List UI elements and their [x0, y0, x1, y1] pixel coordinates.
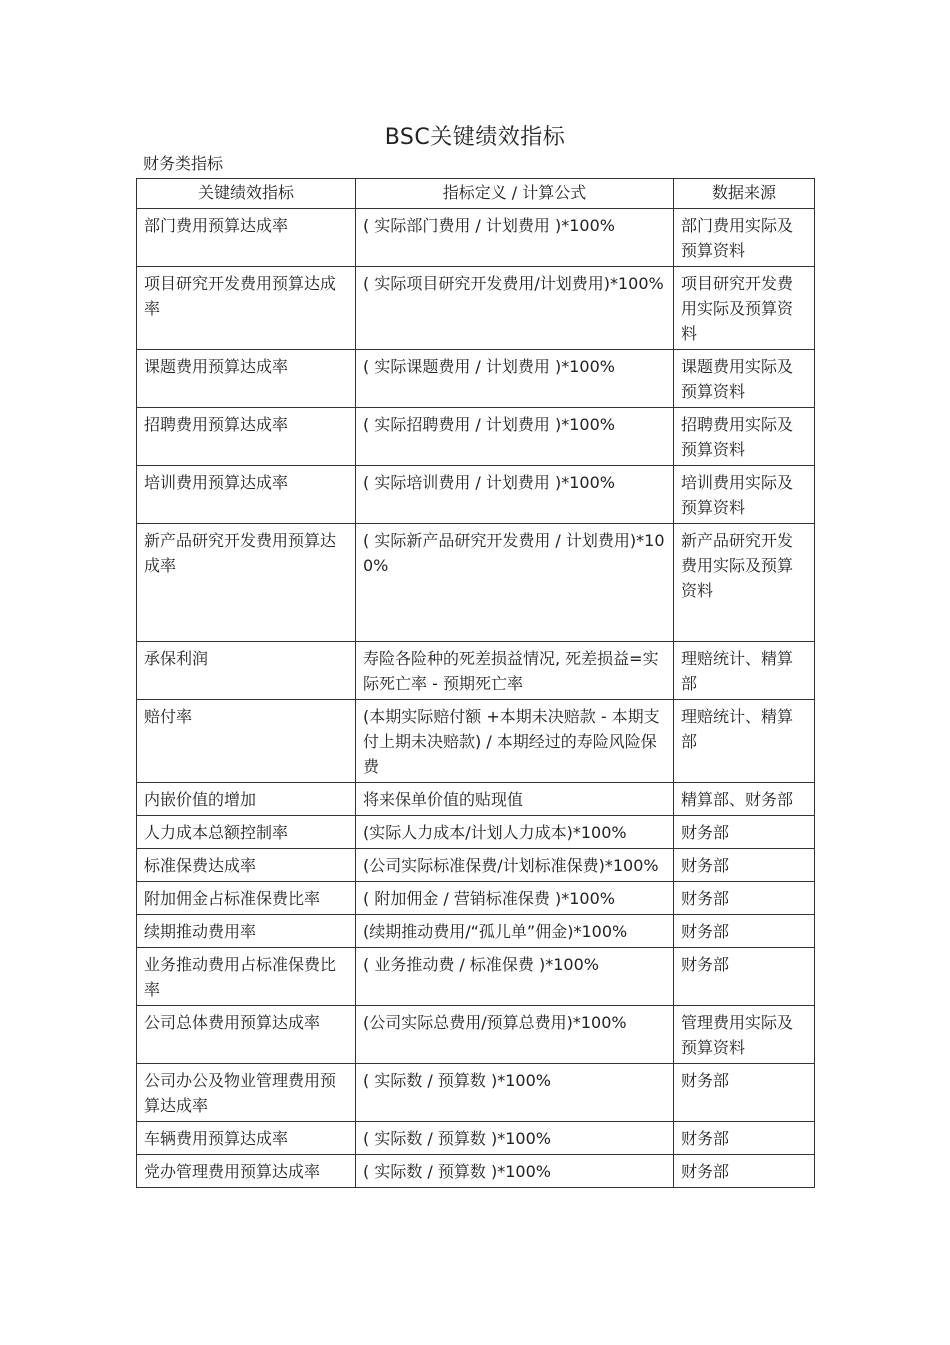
header-source: 数据来源 [674, 179, 815, 209]
formula-cell: (公司实际标准保费/计划标准保费)*100% [356, 849, 674, 882]
indicator-cell: 课题费用预算达成率 [137, 350, 356, 408]
table-row [137, 849, 815, 882]
source-cell: 管理费用实际及预算资料 [674, 1006, 815, 1064]
table-row [137, 350, 815, 408]
formula-cell: 将来保单价值的贴现值 [356, 783, 674, 816]
table-row [137, 524, 815, 642]
table-row [137, 1122, 815, 1155]
indicator-cell: 业务推动费用占标准保费比率 [137, 948, 356, 1006]
source-cell: 财务部 [674, 915, 815, 948]
indicator-cell: 招聘费用预算达成率 [137, 408, 356, 466]
formula-cell: 寿险各险种的死差损益情况, 死差损益=实际死亡率 - 预期死亡率 [356, 642, 674, 700]
table-row [137, 1064, 815, 1122]
indicator-cell: 续期推动费用率 [137, 915, 356, 948]
kpi-table [136, 178, 815, 1188]
table-row [137, 1006, 815, 1064]
formula-cell: ( 附加佣金 / 营销标准保费 )*100% [356, 882, 674, 915]
table-row [137, 700, 815, 783]
table-row [137, 209, 815, 267]
indicator-cell: 人力成本总额控制率 [137, 816, 356, 849]
table-row [137, 408, 815, 466]
formula-cell: ( 实际课题费用 / 计划费用 )*100% [356, 350, 674, 408]
table-row [137, 882, 815, 915]
source-cell: 培训费用实际及预算资料 [674, 466, 815, 524]
table-row [137, 816, 815, 849]
formula-cell: ( 实际项目研究开发费用/计划费用)*100% [356, 267, 674, 350]
indicator-cell: 培训费用预算达成率 [137, 466, 356, 524]
formula-cell: (公司实际总费用/预算总费用)*100% [356, 1006, 674, 1064]
source-cell: 项目研究开发费用实际及预算资料 [674, 267, 815, 350]
formula-cell: ( 实际新产品研究开发费用 / 计划费用)*100% [356, 524, 674, 642]
formula-cell: ( 实际数 / 预算数 )*100% [356, 1155, 674, 1188]
source-cell: 新产品研究开发费用实际及预算资料 [674, 524, 815, 642]
indicator-cell: 承保利润 [137, 642, 356, 700]
indicator-cell: 标准保费达成率 [137, 849, 356, 882]
indicator-cell: 公司总体费用预算达成率 [137, 1006, 356, 1064]
source-cell: 财务部 [674, 882, 815, 915]
indicator-cell: 内嵌价值的增加 [137, 783, 356, 816]
indicator-cell: 项目研究开发费用预算达成率 [137, 267, 356, 350]
indicator-cell: 赔付率 [137, 700, 356, 783]
table-row [137, 783, 815, 816]
table-row [137, 1155, 815, 1188]
indicator-cell: 车辆费用预算达成率 [137, 1122, 356, 1155]
formula-cell: (续期推动费用/“孤儿单”佣金)*100% [356, 915, 674, 948]
source-cell: 财务部 [674, 816, 815, 849]
formula-cell: (本期实际赔付额 +本期未决赔款 - 本期支付上期未决赔款) / 本期经过的寿险风险保费 [356, 700, 674, 783]
table-row [137, 948, 815, 1006]
table-row [137, 267, 815, 350]
source-cell: 理赔统计、精算部 [674, 700, 815, 783]
formula-cell: ( 实际数 / 预算数 )*100% [356, 1064, 674, 1122]
formula-cell: ( 业务推动费 / 标准保费 )*100% [356, 948, 674, 1006]
indicator-cell: 公司办公及物业管理费用预算达成率 [137, 1064, 356, 1122]
indicator-cell: 党办管理费用预算达成率 [137, 1155, 356, 1188]
table-row [137, 642, 815, 700]
formula-cell: ( 实际培训费用 / 计划费用 )*100% [356, 466, 674, 524]
source-cell: 财务部 [674, 1155, 815, 1188]
formula-cell: ( 实际数 / 预算数 )*100% [356, 1122, 674, 1155]
source-cell: 招聘费用实际及预算资料 [674, 408, 815, 466]
formula-cell: (实际人力成本/计划人力成本)*100% [356, 816, 674, 849]
indicator-cell: 部门费用预算达成率 [137, 209, 356, 267]
source-cell: 财务部 [674, 849, 815, 882]
formula-cell: ( 实际招聘费用 / 计划费用 )*100% [356, 408, 674, 466]
source-cell: 财务部 [674, 1064, 815, 1122]
source-cell: 部门费用实际及预算资料 [674, 209, 815, 267]
source-cell: 理赔统计、精算部 [674, 642, 815, 700]
source-cell: 财务部 [674, 948, 815, 1006]
header-indicator: 关键绩效指标 [137, 179, 356, 209]
source-cell: 精算部、财务部 [674, 783, 815, 816]
indicator-cell: 新产品研究开发费用预算达成率 [137, 524, 356, 642]
indicator-cell: 附加佣金占标准保费比率 [137, 882, 356, 915]
table-row [137, 915, 815, 948]
header-formula: 指标定义 / 计算公式 [356, 179, 674, 209]
formula-cell: ( 实际部门费用 / 计划费用 )*100% [356, 209, 674, 267]
document-title: BSC关键绩效指标 [384, 125, 566, 150]
table-row [137, 466, 815, 524]
source-cell: 课题费用实际及预算资料 [674, 350, 815, 408]
section-label: 财务类指标 [143, 154, 224, 173]
table-header-row [137, 179, 815, 209]
source-cell: 财务部 [674, 1122, 815, 1155]
